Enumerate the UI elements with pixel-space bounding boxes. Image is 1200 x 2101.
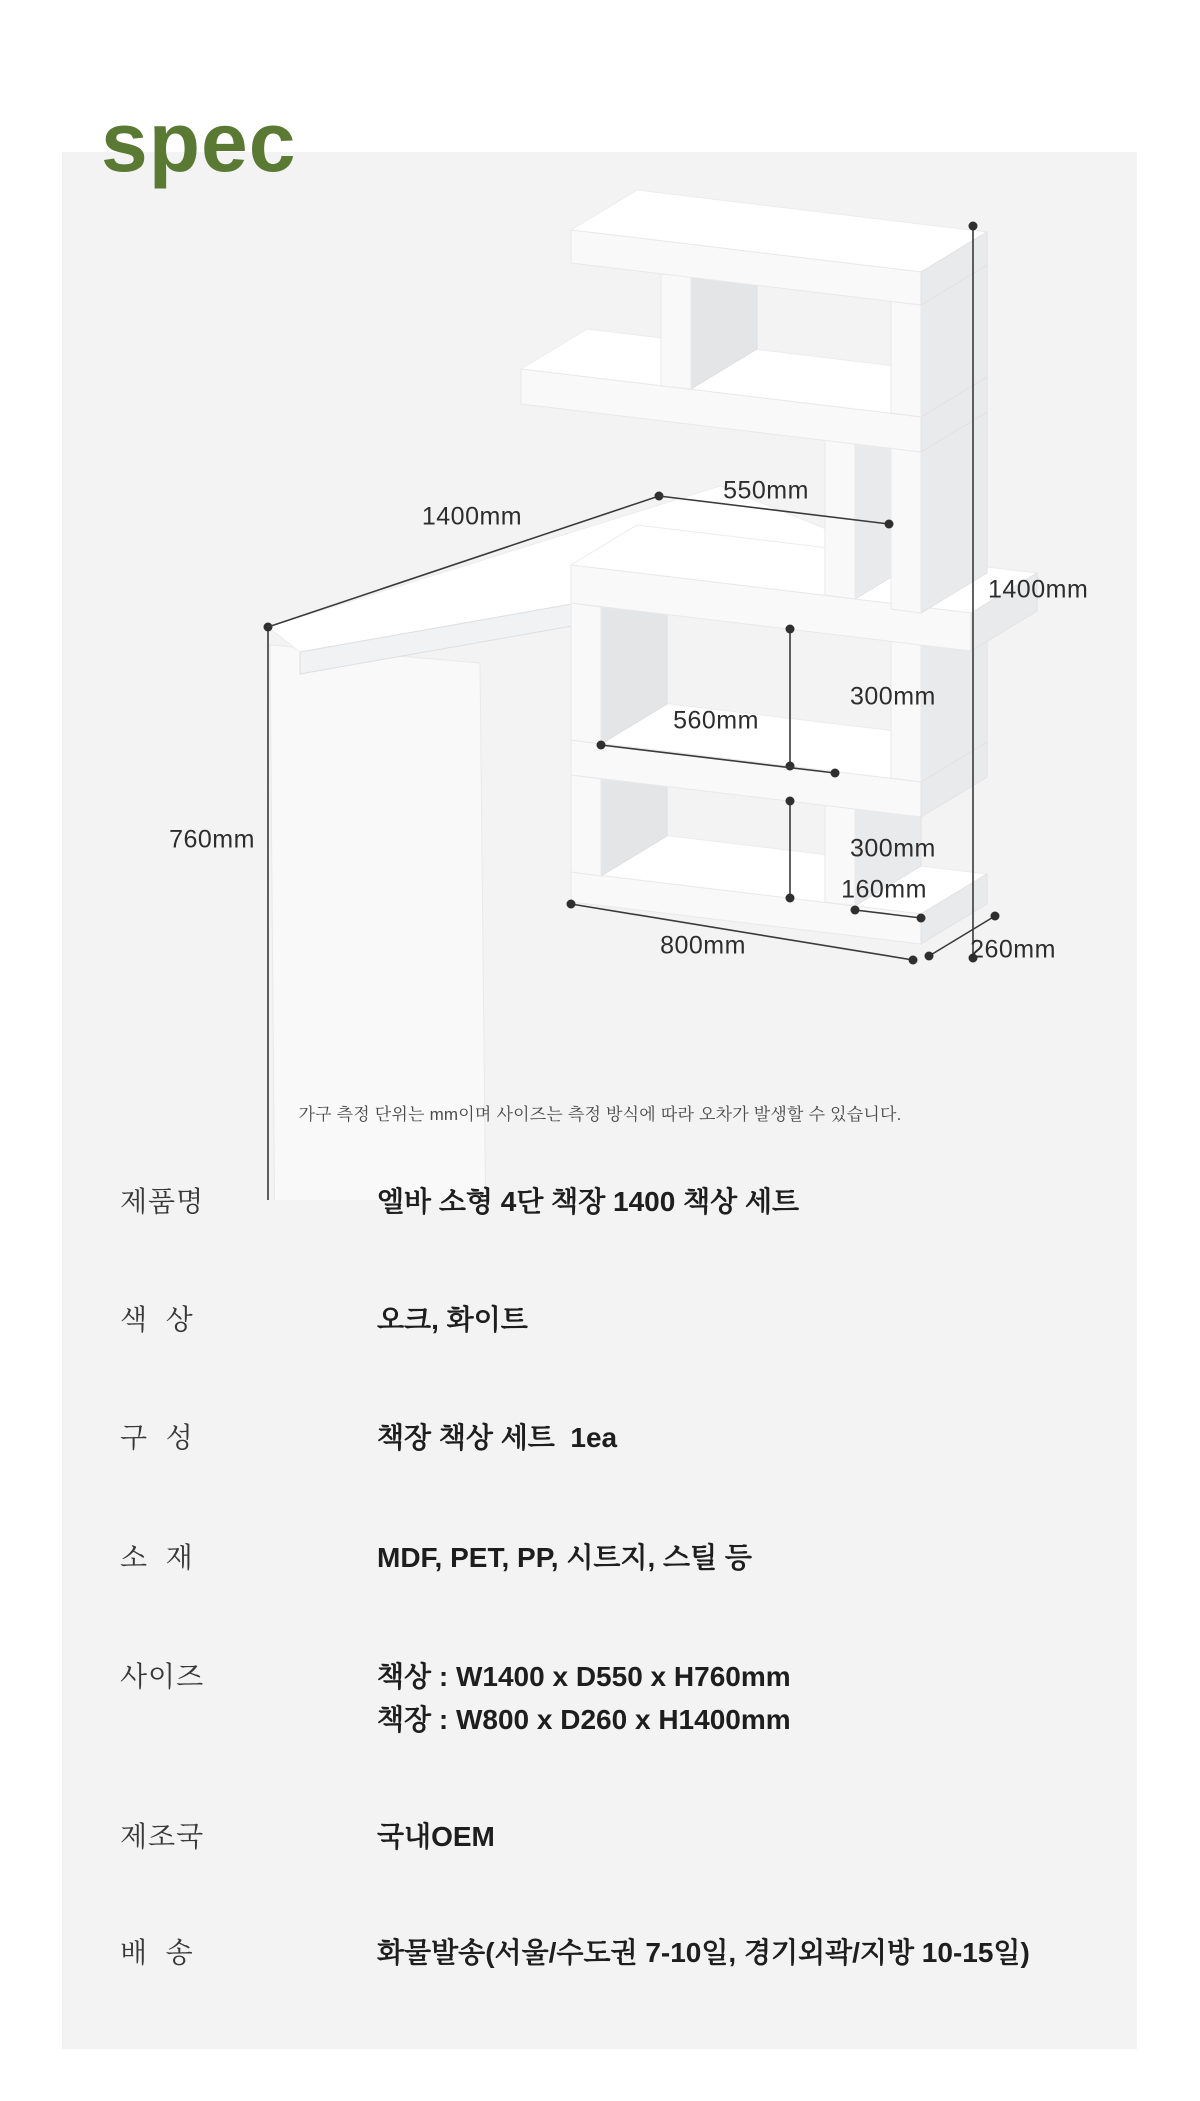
dim-desk-width: 1400mm [421,502,523,531]
spec-row-value: 국내OEM [377,1821,495,1852]
spec-row-label: 소 재 [120,1542,194,1573]
spec-row-value: 화물발송(서울/수도권 7-10일, 경기외곽/지방 10-15일) [377,1937,1030,1968]
dim-base-right-gap: 160mm [841,875,927,904]
size-line-shelf: 책장 : W800 x D260 x H1400mm [377,1704,791,1735]
spec-row-value: 엘바 소형 4단 책장 1400 책상 세트 [377,1186,800,1217]
spec-row-value [377,1655,791,1741]
measurement-note: 가구 측정 단위는 mm이며 사이즈는 측정 방식에 따라 오차가 발생할 수 있습니다. [298,1105,902,1124]
dim-desk-height: 760mm [169,825,255,854]
dim-shelf-inner-width: 560mm [673,706,759,735]
spec-row-value: MDF, PET, PP, 시트지, 스틸 등 [377,1542,752,1573]
dim-shelf-height: 1400mm [988,575,1089,604]
spec-row-label: 사이즈 [120,1661,205,1692]
spec-row-label: 제품명 [120,1186,205,1217]
spec-row-label: 배 송 [120,1937,194,1968]
spec-row-label: 색 상 [120,1304,194,1335]
size-line-desk: 책상 : W1400 x D550 x H760mm [377,1661,791,1692]
spec-row-value: 오크, 화이트 [377,1304,528,1335]
dim-shelf-gap-upper: 300mm [850,682,936,711]
dim-shelf-depth: 260mm [970,935,1056,964]
spec-row-value: 책장 책상 세트 1ea [377,1422,618,1453]
dim-shelf-gap-lower: 300mm [850,834,936,863]
shelf-drawing [521,190,1037,944]
spec-row-label: 제조국 [120,1821,205,1852]
dim-shelf-width: 800mm [660,931,746,960]
spec-row-label: 구 성 [120,1422,194,1453]
dim-desk-depth: 550mm [723,476,809,505]
page-title: spec [101,95,297,189]
